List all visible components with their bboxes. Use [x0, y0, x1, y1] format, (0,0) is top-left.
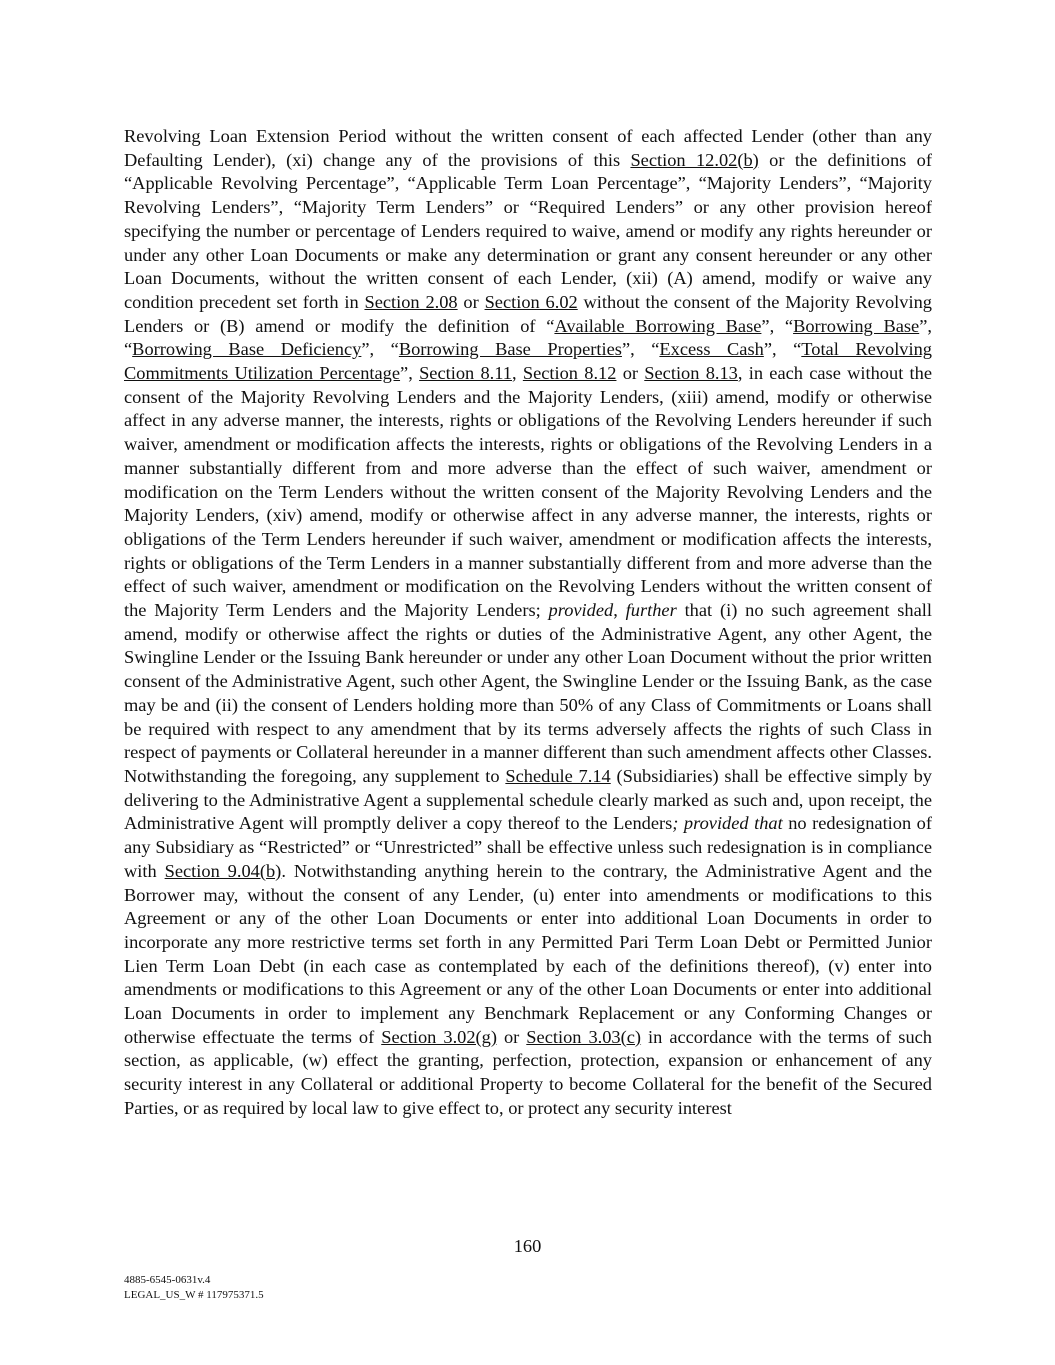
- defined-term: Borrowing Base: [793, 315, 920, 336]
- text-run: ”, “: [621, 339, 660, 360]
- italic-term: provided: [548, 600, 614, 621]
- footer-legal-id: LEGAL_US_W # 117975371.5: [124, 1289, 264, 1301]
- text-run: ”, “: [763, 339, 802, 360]
- footer-doc-id: 4885-6545-0631v.4: [124, 1274, 211, 1286]
- section-reference: Section 9.04(b): [164, 860, 282, 881]
- text-run: or the definitions of “Applicable Revolving Percentage”, “Applicable Term Loan Percentage”, “Majority Lenders”, “Majority Revolving Lenders”, “Majority Term Lenders” or “Required Lenders” or any other provision hereof specifying the number or percentage of Lenders required to waive, amend or modify any rights hereunder or under any other Loan Documents or make any determination or grant any consent hereunder or any other Loan Documents, without the written consent of each Lender, (xii) (A) amend, modify or waive any condition precedent set forth in: [124, 149, 932, 312]
- text-run: , in each case without the consent of the Majority Revolving Lenders and the Majority Lenders, (xiii) amend, modify or otherwise affect in any adverse manner, the interests, rights or obligations of the Revolving Lenders hereunder if such waiver, amendment or modification affects the interests, rights or obligations of the Revolving Lenders in a manner substantially different from and more adverse than the effect of such waiver, amendment or modification on the Term Lenders without the written consent of the Majority Revolving Lenders and the Majority Lenders, (xiv) amend, modify or otherwise affect in any adverse manner, the interests, rights or obligations of the Term Lenders hereunder if such waiver, amendment or modification affects the interests, rights or obligations of the Term Lenders in a manner substantially different from and more adverse than the effect of such waiver, amendment or modification on the Revolving Lenders without the written consent of the Majority Term Lenders and the Majority Lenders;: [124, 363, 933, 621]
- footer: [124, 1273, 264, 1303]
- text-run: Revolving Loan Extension Period without the written consent of each affected Lender (other than any Defaulting Lender), (xi) change any of the provisions of this: [124, 126, 932, 170]
- schedule-reference: Schedule 7.14: [505, 765, 611, 786]
- section-reference: Section 3.02(g): [381, 1026, 497, 1047]
- section-reference: Section 12.02(b): [630, 149, 759, 170]
- defined-term: Borrowing Base Deficiency: [132, 339, 362, 360]
- text-run: or: [616, 363, 645, 384]
- text-run: ,: [613, 600, 626, 621]
- italic-term: ; provided that: [672, 813, 783, 834]
- section-reference: Section 2.08: [364, 291, 458, 312]
- section-reference: Section 8.11: [419, 363, 512, 384]
- text-run: in accordance with the terms of such section, as applicable, (w) effect the granting, perfection, protection, expansion or enhancement of any security interest in any Collateral or additional Property to become Collateral for the benefit of the Secured Parties, or as required by local law to give effect to, or protect any security interest: [124, 1026, 932, 1118]
- text-run: without the consent of the Majority Revolving Lenders or (B) amend or modify the definition of “: [124, 291, 932, 336]
- section-reference: Section 3.03(c): [526, 1026, 642, 1047]
- section-reference: Section 6.02: [484, 291, 578, 312]
- text-run: no redesignation of any Subsidiary as “Restricted” or “Unrestricted” shall be effective unless such redesignation is in compliance with: [124, 813, 932, 881]
- defined-term: Excess Cash: [659, 339, 764, 360]
- page-number: 160: [513, 1236, 542, 1256]
- defined-term: Borrowing Base Properties: [398, 339, 622, 360]
- text-run: ”, “: [761, 315, 794, 336]
- text-run: that (i) no such agreement shall amend, modify or otherwise affect the rights or duties of the Administrative Agent, any other Agent, the Swingline Lender or the Issuing Bank hereunder or under any other Loan Document without the prior written consent of the Administrative Agent, such other Agent, the Swingline Lender or the Issuing Bank, as the case may be and (ii) the consent of Lenders holding more than 50% of any Class of Commitments or Loans shall be required with respect to any amendment that by its terms adversely affects the rights of such Class in respect of payments or Collateral hereunder in a manner different than such amendment affects other Classes. Notwithstanding the foregoing, any supplement to: [124, 600, 933, 786]
- section-reference: Section 8.12: [522, 363, 617, 384]
- text-run: ”,: [400, 363, 420, 384]
- text-run: ”, “: [124, 315, 932, 360]
- text-run: or: [457, 291, 485, 312]
- section-reference: Section 8.13: [644, 363, 738, 384]
- text-run: . Notwithstanding anything herein to the contrary, the Administrative Agent and the Borrower may, without the consent of any Lender, (u) enter into amendments or modifications to this Agreement or any of the other Loan Documents or enter into additional Loan Documents in order to incorporate any more restrictive terms set forth in any Permitted Pari Term Loan Debt or Permitted Junior Lien Term Loan Debt (in each case as contemplated by each of the definitions thereof), (v) enter into amendments or modifications to this Agreement or any of the other Loan Documents or enter into additional Loan Documents in order to implement any Benchmark Replacement or any Conforming Changes or otherwise effectuate the terms of: [124, 860, 932, 1047]
- text-run: ,: [511, 363, 523, 384]
- italic-term: further: [625, 600, 677, 621]
- body-paragraph: [124, 125, 932, 1121]
- defined-term: Available Borrowing Base: [554, 315, 762, 336]
- text-run: or: [497, 1026, 527, 1047]
- defined-term: Total Revolving Commitments Utilization Percentage: [124, 339, 932, 384]
- text-run: ”, “: [361, 339, 399, 360]
- text-run: (Subsidiaries) shall be effective simply by delivering to the Administrative Agent a supplemental schedule clearly marked as such and, upon receipt, the Administrative Agent will promptly deliver a copy thereof to the Lenders: [124, 765, 932, 834]
